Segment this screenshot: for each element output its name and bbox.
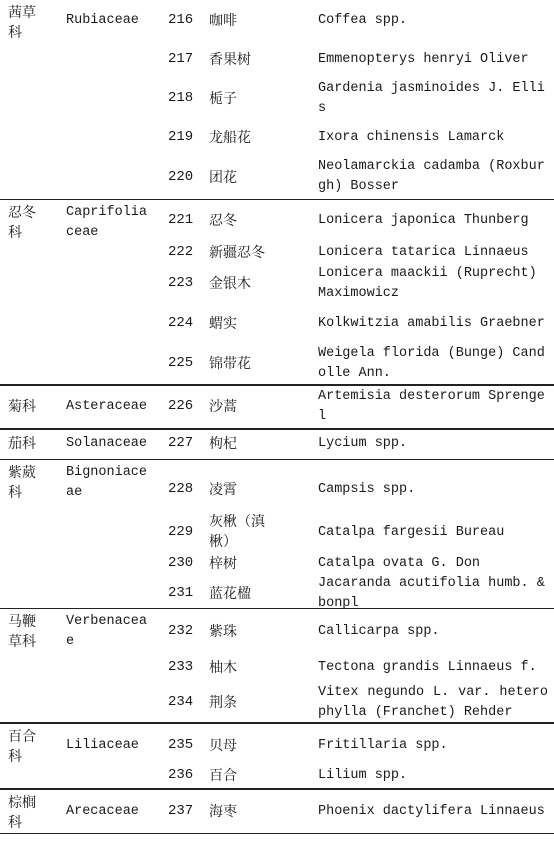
species-scientific-name: Phoenix dactylifera Linnaeus <box>318 804 545 819</box>
species-chinese-name: 灰楸（滇楸） <box>209 514 265 550</box>
species-chinese-name: 紫珠 <box>209 624 237 640</box>
species-number: 226 <box>168 398 194 414</box>
table-bottom-rule <box>0 833 554 834</box>
species-scientific-name: Campsis spp. <box>318 482 416 497</box>
species-scientific-name: Emmenopterys henryi Oliver <box>318 52 529 67</box>
species-chinese-name: 海枣 <box>209 804 237 820</box>
family-chinese-name: 忍冬科 <box>8 205 36 241</box>
species-chinese-name: 百合 <box>209 768 237 784</box>
species-chinese-name: 枸杞 <box>209 436 237 452</box>
species-chinese-name: 贝母 <box>209 738 237 754</box>
species-number: 230 <box>168 555 194 571</box>
species-number: 233 <box>168 659 194 675</box>
species-chinese-name: 忍冬 <box>209 213 237 229</box>
species-number: 237 <box>168 803 194 819</box>
family-chinese-name: 茄科 <box>8 436 36 452</box>
species-chinese-name: 沙蒿 <box>209 399 237 415</box>
species-number: 222 <box>168 244 194 260</box>
family-chinese-name: 菊科 <box>8 399 36 415</box>
species-scientific-name: Kolkwitzia amabilis Graebner <box>318 316 545 331</box>
species-number: 223 <box>168 275 194 291</box>
species-chinese-name: 龙船花 <box>209 130 251 146</box>
species-number: 229 <box>168 524 194 540</box>
family-chinese-name: 紫葳科 <box>8 465 36 501</box>
species-chinese-name: 蓝花楹 <box>209 586 251 602</box>
family-chinese-name: 马鞭草科 <box>8 614 36 650</box>
species-scientific-name: Lonicera japonica Thunberg <box>318 213 529 228</box>
family-latin-name: Bignoniaceae <box>66 465 148 500</box>
family-group <box>0 428 554 459</box>
species-chinese-name: 梓树 <box>209 556 237 572</box>
species-scientific-name: Lycium spp. <box>318 436 408 451</box>
family-group <box>0 459 554 611</box>
species-scientific-name: Lonicera maackii (Ruprecht) Maximowicz <box>318 266 537 301</box>
species-number: 232 <box>168 623 194 639</box>
family-chinese-name: 棕榈科 <box>8 795 36 831</box>
species-chinese-name: 团花 <box>209 170 237 186</box>
species-scientific-name: Vitex negundo L. var. heterophylla (Franchet) Rehder <box>318 685 548 720</box>
species-number: 227 <box>168 435 194 451</box>
species-number: 231 <box>168 585 194 601</box>
family-latin-name: Arecaceae <box>66 804 139 819</box>
species-number: 225 <box>168 355 194 371</box>
species-chinese-name: 荆条 <box>209 695 237 711</box>
family-chinese-name: 百合科 <box>8 729 36 765</box>
species-number: 235 <box>168 737 194 753</box>
species-number: 217 <box>168 51 194 67</box>
species-chinese-name: 柚木 <box>209 660 237 676</box>
species-scientific-name: Callicarpa spp. <box>318 624 440 639</box>
species-chinese-name: 香果树 <box>209 52 251 68</box>
species-chinese-name: 金银木 <box>209 276 251 292</box>
family-latin-name: Verbenaceae <box>66 614 148 649</box>
family-latin-name: Caprifoliaceae <box>66 205 148 240</box>
species-number: 218 <box>168 90 194 106</box>
species-scientific-name: Lilium spp. <box>318 768 408 783</box>
family-latin-name: Asteraceae <box>66 399 148 414</box>
species-scientific-name: Coffea spp. <box>318 13 408 28</box>
family-group <box>0 788 554 833</box>
species-number: 224 <box>168 315 194 331</box>
species-scientific-name: Neolamarckia cadamba (Roxburgh) Bosser <box>318 159 545 194</box>
species-scientific-name: Fritillaria spp. <box>318 738 448 753</box>
species-number: 220 <box>168 169 194 185</box>
species-scientific-name: Weigela florida (Bunge) Candolle Ann. <box>318 346 545 381</box>
family-group <box>0 384 554 428</box>
family-group <box>0 199 554 384</box>
species-number: 234 <box>168 694 194 710</box>
family-group <box>0 0 554 199</box>
species-scientific-name: Artemisia desterorum Sprengel <box>318 389 545 424</box>
species-scientific-name: Lonicera tatarica Linnaeus <box>318 245 529 260</box>
species-scientific-name: Gardenia jasminoides J. Ellis <box>318 81 545 116</box>
species-scientific-name: Catalpa fargesii Bureau <box>318 525 505 540</box>
species-scientific-name: Jacaranda acutifolia humb. & bonpl <box>318 576 545 611</box>
species-scientific-name: Catalpa ovata G. Don <box>318 556 481 571</box>
species-chinese-name: 栀子 <box>209 91 237 107</box>
species-chinese-name: 新疆忍冬 <box>209 245 265 261</box>
species-chinese-name: 锦带花 <box>209 356 251 372</box>
family-latin-name: Solanaceae <box>66 436 148 451</box>
species-number: 228 <box>168 481 194 497</box>
family-latin-name: Liliaceae <box>66 738 139 753</box>
species-chinese-name: 蝟实 <box>209 316 237 332</box>
species-number: 221 <box>168 212 194 228</box>
family-group <box>0 608 554 722</box>
species-number: 219 <box>168 129 194 145</box>
species-scientific-name: Tectona grandis Linnaeus f. <box>318 660 537 675</box>
family-latin-name: Rubiaceae <box>66 13 139 28</box>
family-group <box>0 722 554 788</box>
species-number: 216 <box>168 12 194 28</box>
species-chinese-name: 咖啡 <box>209 13 237 29</box>
family-chinese-name: 茜草科 <box>8 5 36 41</box>
species-chinese-name: 凌霄 <box>209 482 237 498</box>
species-number: 236 <box>168 767 194 783</box>
species-scientific-name: Ixora chinensis Lamarck <box>318 130 505 145</box>
